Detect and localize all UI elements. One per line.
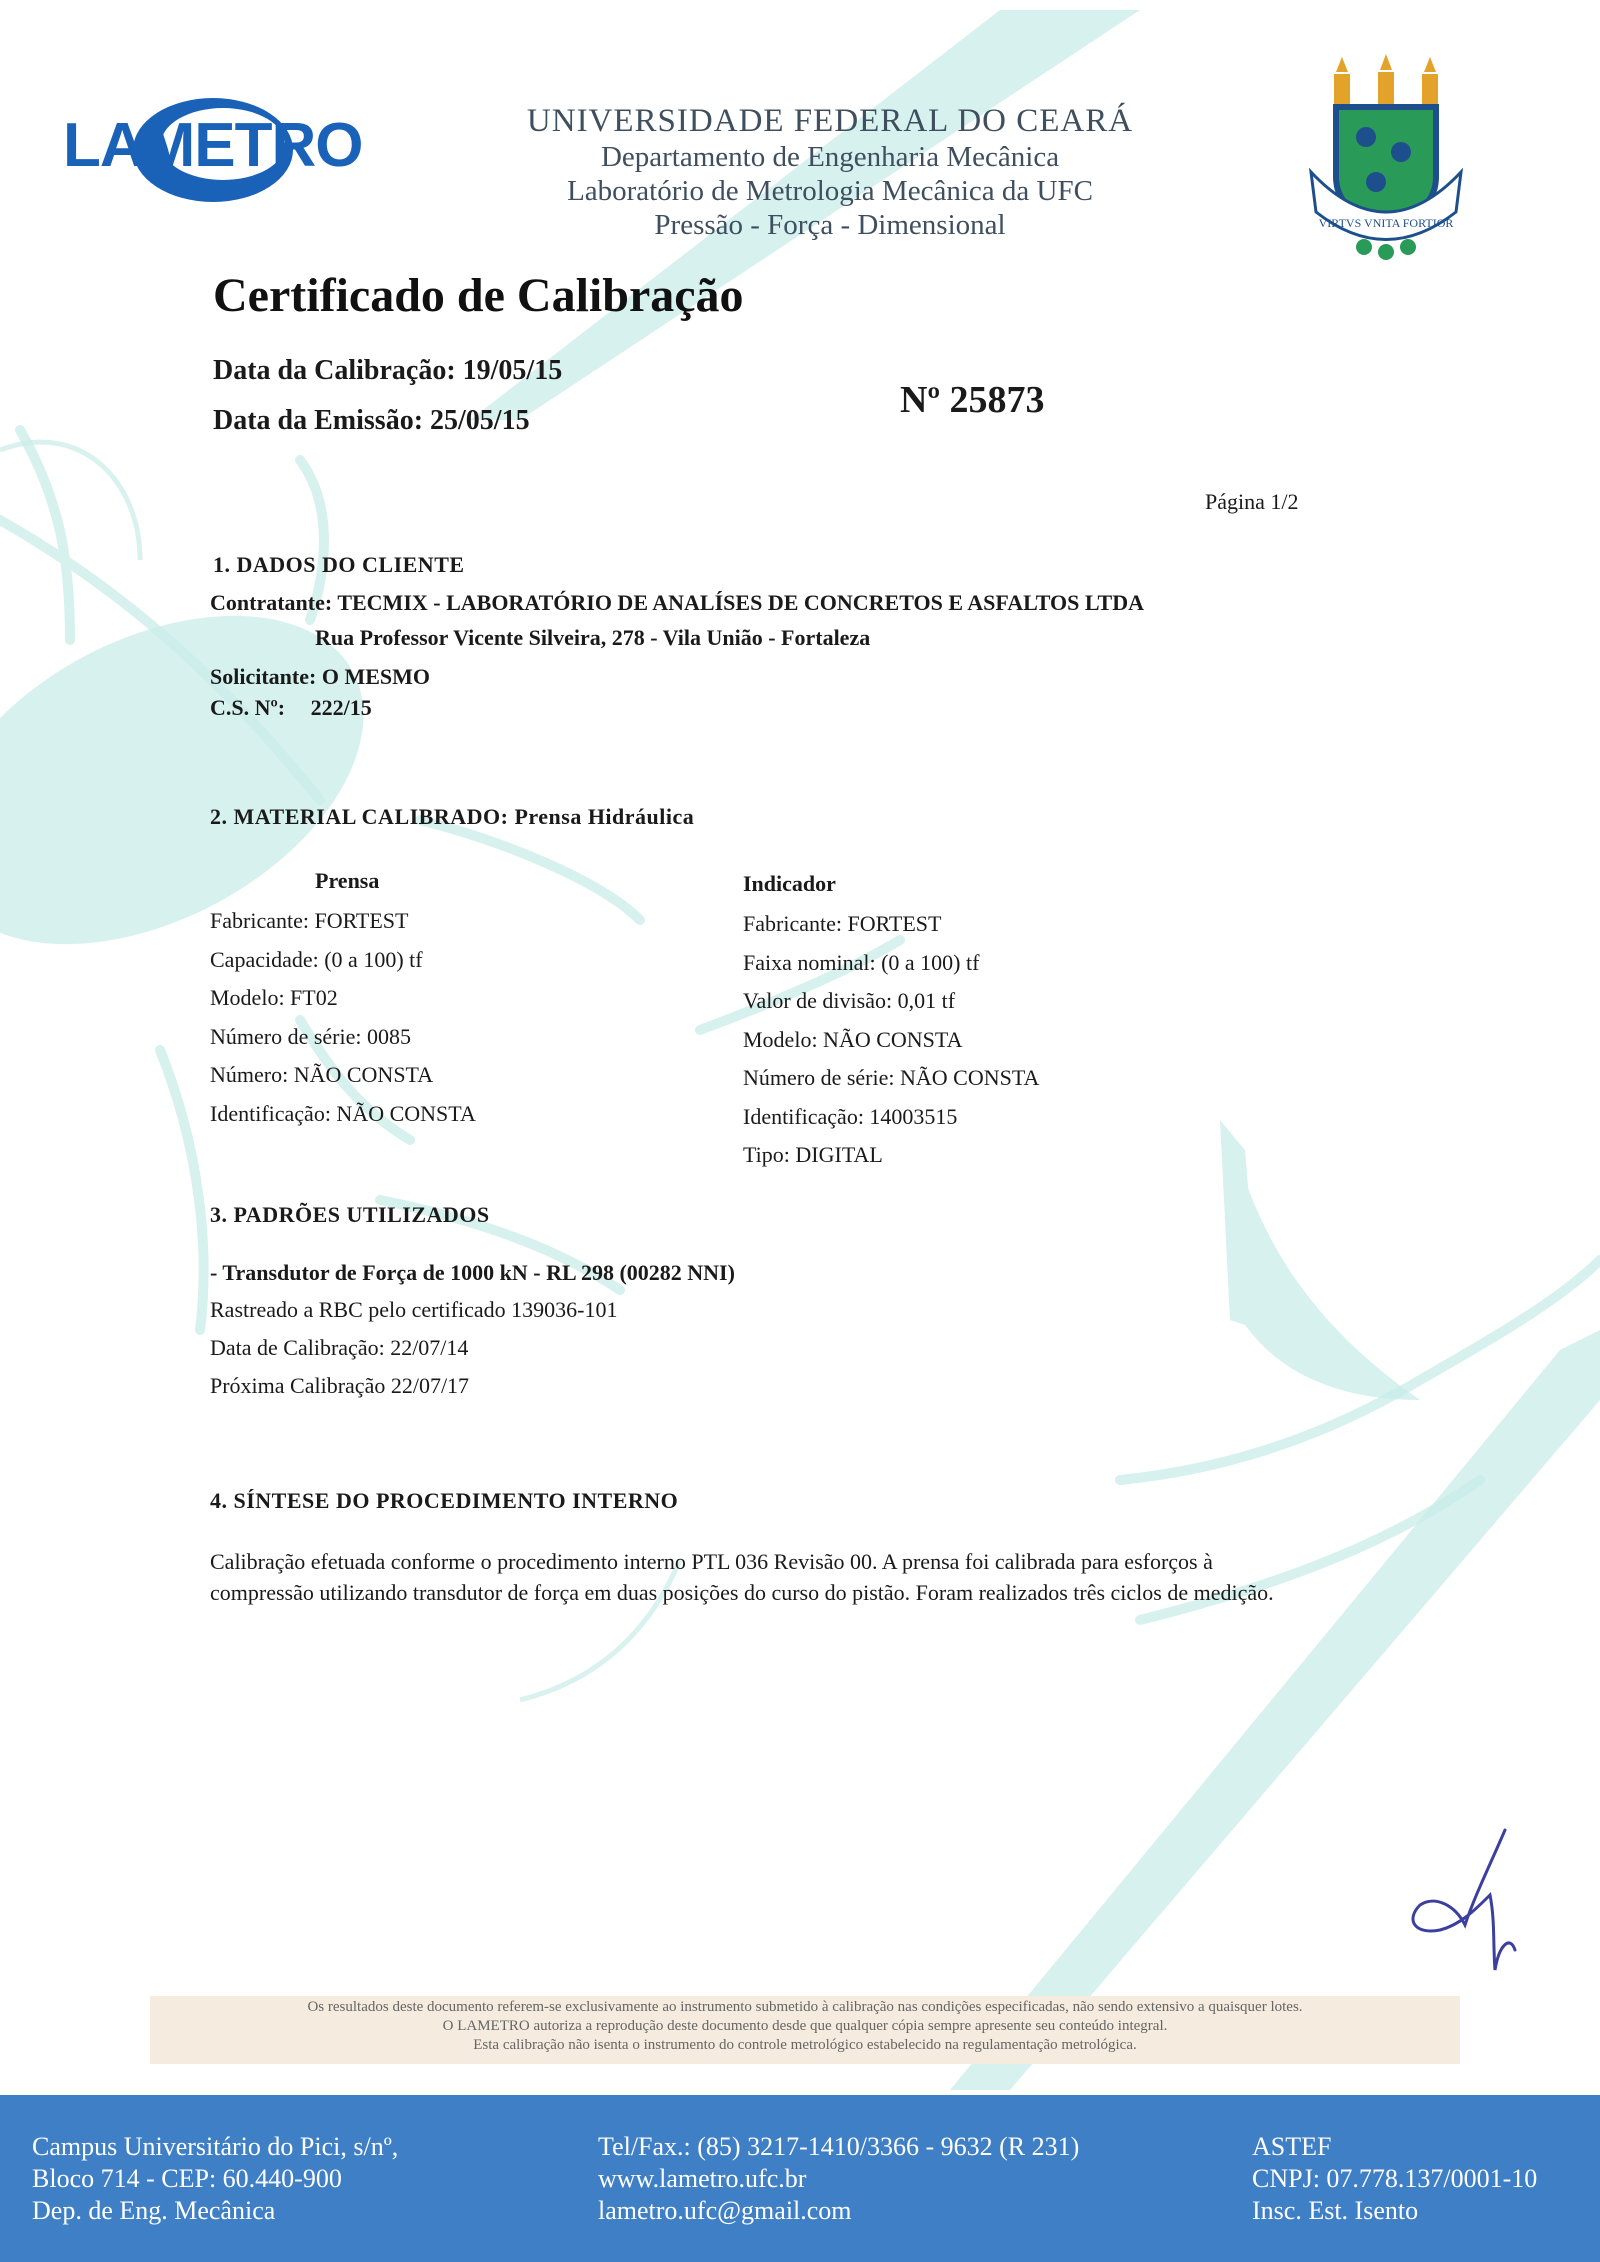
department-name: Departamento de Engenharia Mecânica xyxy=(600,141,1060,173)
issue-date: 25/05/15 xyxy=(430,405,530,436)
crest-icon xyxy=(1306,52,1466,262)
section-standards-title: 3. PADRÕES UTILIZADOS xyxy=(210,1202,490,1227)
press-line: Identificação: NÃO CONSTA xyxy=(210,1100,476,1126)
indicator-lines xyxy=(743,905,1039,1175)
certificate-title: Certificado de Calibração xyxy=(213,269,744,322)
footer-company-name: ASTEF xyxy=(1252,2132,1332,2161)
press-line: Número de série: 0085 xyxy=(210,1023,411,1049)
calibration-date-label: Data da Calibração: xyxy=(213,355,456,386)
footer-address-line: Dep. de Eng. Mecânica xyxy=(32,2196,276,2225)
press-lines xyxy=(210,902,476,1133)
laboratory-areas: Pressão - Força - Dimensional xyxy=(654,209,1006,241)
indicator-line: Fabricante: FORTEST xyxy=(743,911,942,936)
calibration-date-line xyxy=(213,355,562,387)
cs-number: 222/15 xyxy=(310,695,372,720)
crest-motto: VIRTVS VNITA FORTIOR xyxy=(1318,216,1454,230)
indicator-heading: Indicador xyxy=(743,871,836,896)
standard-transducer: - Transdutor de Força de 1000 kN - RL 298 (00282 NNI) xyxy=(210,1260,735,1285)
footer-website-link[interactable]: www.lametro.ufc.br xyxy=(598,2164,807,2193)
press-heading: Prensa xyxy=(315,868,380,893)
logo-text: LAMETRO xyxy=(63,111,363,180)
indicator-line: Modelo: NÃO CONSTA xyxy=(743,1026,963,1052)
footer-contact xyxy=(598,2131,1079,2227)
disclaimer-line: Esta calibração não isenta o instrumento do controle metrológico estabelecido na regulamentação metrológica. xyxy=(473,2037,1137,2053)
press-details xyxy=(210,868,476,1133)
section-procedure-title: 4. SÍNTESE DO PROCEDIMENTO INTERNO xyxy=(210,1488,679,1513)
lametro-logo xyxy=(55,88,363,208)
contractor-line xyxy=(210,590,1144,616)
disclaimer-line: Os resultados deste documento referem-se exclusivamente ao instrumento submetido à calibração nas condições especificadas, não sendo extensivo a quaisquer lotes. xyxy=(307,1999,1303,2015)
contractor-label: Contratante: xyxy=(210,590,333,615)
indicator-details xyxy=(743,871,1039,1175)
standard-traceability: Rastreado a RBC pelo certificado 139036-101 xyxy=(210,1297,618,1322)
certificate-number: Nº 25873 xyxy=(900,379,1045,421)
signature-icon xyxy=(1395,1825,1535,1975)
institution-header xyxy=(420,103,1240,242)
press-line: Capacidade: (0 a 100) tf xyxy=(210,946,423,972)
university-name: UNIVERSIDADE FEDERAL DO CEARÁ xyxy=(526,103,1134,139)
standard-calibration-date: Data de Calibração: 22/07/14 xyxy=(210,1335,469,1360)
footer-state-registration: Insc. Est. Isento xyxy=(1252,2196,1419,2225)
ufc-crest xyxy=(1306,52,1466,262)
client-address: Rua Professor Vicente Silveira, 278 - Vila União - Fortaleza xyxy=(315,625,871,650)
cs-number-line xyxy=(210,695,372,721)
indicator-line: Faixa nominal: (0 a 100) tf xyxy=(743,949,980,975)
footer-bar xyxy=(0,2095,1600,2262)
requester-label: Solicitante: xyxy=(210,664,317,689)
procedure-summary xyxy=(210,1546,1310,1608)
indicator-line: Tipo: DIGITAL xyxy=(743,1142,883,1167)
press-line: Modelo: FT02 xyxy=(210,985,338,1010)
section-material-title xyxy=(210,804,694,830)
contractor-name: TECMIX - LABORATÓRIO DE ANALÍSES DE CONCRETOS E ASFALTOS LTDA xyxy=(337,590,1144,615)
press-line: Fabricante: FORTEST xyxy=(210,908,409,933)
footer-address-line: Campus Universitário do Pici, s/nº, xyxy=(32,2132,399,2161)
footer-address-line: Bloco 714 - CEP: 60.440-900 xyxy=(32,2164,342,2193)
laboratory-name: Laboratório de Metrologia Mecânica da UFC xyxy=(567,175,1093,207)
signature xyxy=(1395,1825,1535,1975)
material-name: Prensa Hidráulica xyxy=(514,804,695,829)
disclaimer-line: O LAMETRO autoriza a reprodução deste documento desde que qualquer cópia sempre apresente seu conteúdo integral. xyxy=(442,2018,1168,2034)
issue-date-line xyxy=(213,405,530,437)
standard-next-calibration: Próxima Calibração 22/07/17 xyxy=(210,1373,470,1398)
footer-company xyxy=(1252,2131,1537,2227)
section-client-title: 1. DADOS DO CLIENTE xyxy=(213,552,465,577)
calibration-date: 19/05/15 xyxy=(462,355,563,386)
page-number: Página 1/2 xyxy=(1205,489,1299,514)
indicator-line: Número de série: NÃO CONSTA xyxy=(743,1065,1040,1090)
issue-date-label: Data da Emissão: xyxy=(213,405,424,436)
cs-number-label: C.S. Nº: xyxy=(210,695,286,720)
material-label: 2. MATERIAL CALIBRADO: xyxy=(210,804,509,829)
indicator-line: Valor de divisão: 0,01 tf xyxy=(743,988,956,1013)
footer-phone: Tel/Fax.: (85) 3217-1410/3366 - 9632 (R 231) xyxy=(598,2132,1080,2161)
footer-address xyxy=(32,2131,398,2227)
procedure-line: compressão utilizando transdutor de força em duas posições do curso do pistão. Foram realizados três ciclos de medição. xyxy=(210,1580,1274,1605)
requester-line xyxy=(210,664,430,690)
footer-email-link[interactable]: lametro.ufc@gmail.com xyxy=(598,2196,852,2225)
press-line: Número: NÃO CONSTA xyxy=(210,1062,434,1087)
requester-value: O MESMO xyxy=(321,664,430,689)
procedure-line: Calibração efetuada conforme o procedimento interno PTL 036 Revisão 00. A prensa foi calibrada para esforços à xyxy=(210,1549,1213,1574)
disclaimer-band xyxy=(150,1996,1460,2064)
footer-cnpj: CNPJ: 07.778.137/0001-10 xyxy=(1252,2164,1538,2193)
indicator-line: Identificação: 14003515 xyxy=(743,1103,958,1129)
